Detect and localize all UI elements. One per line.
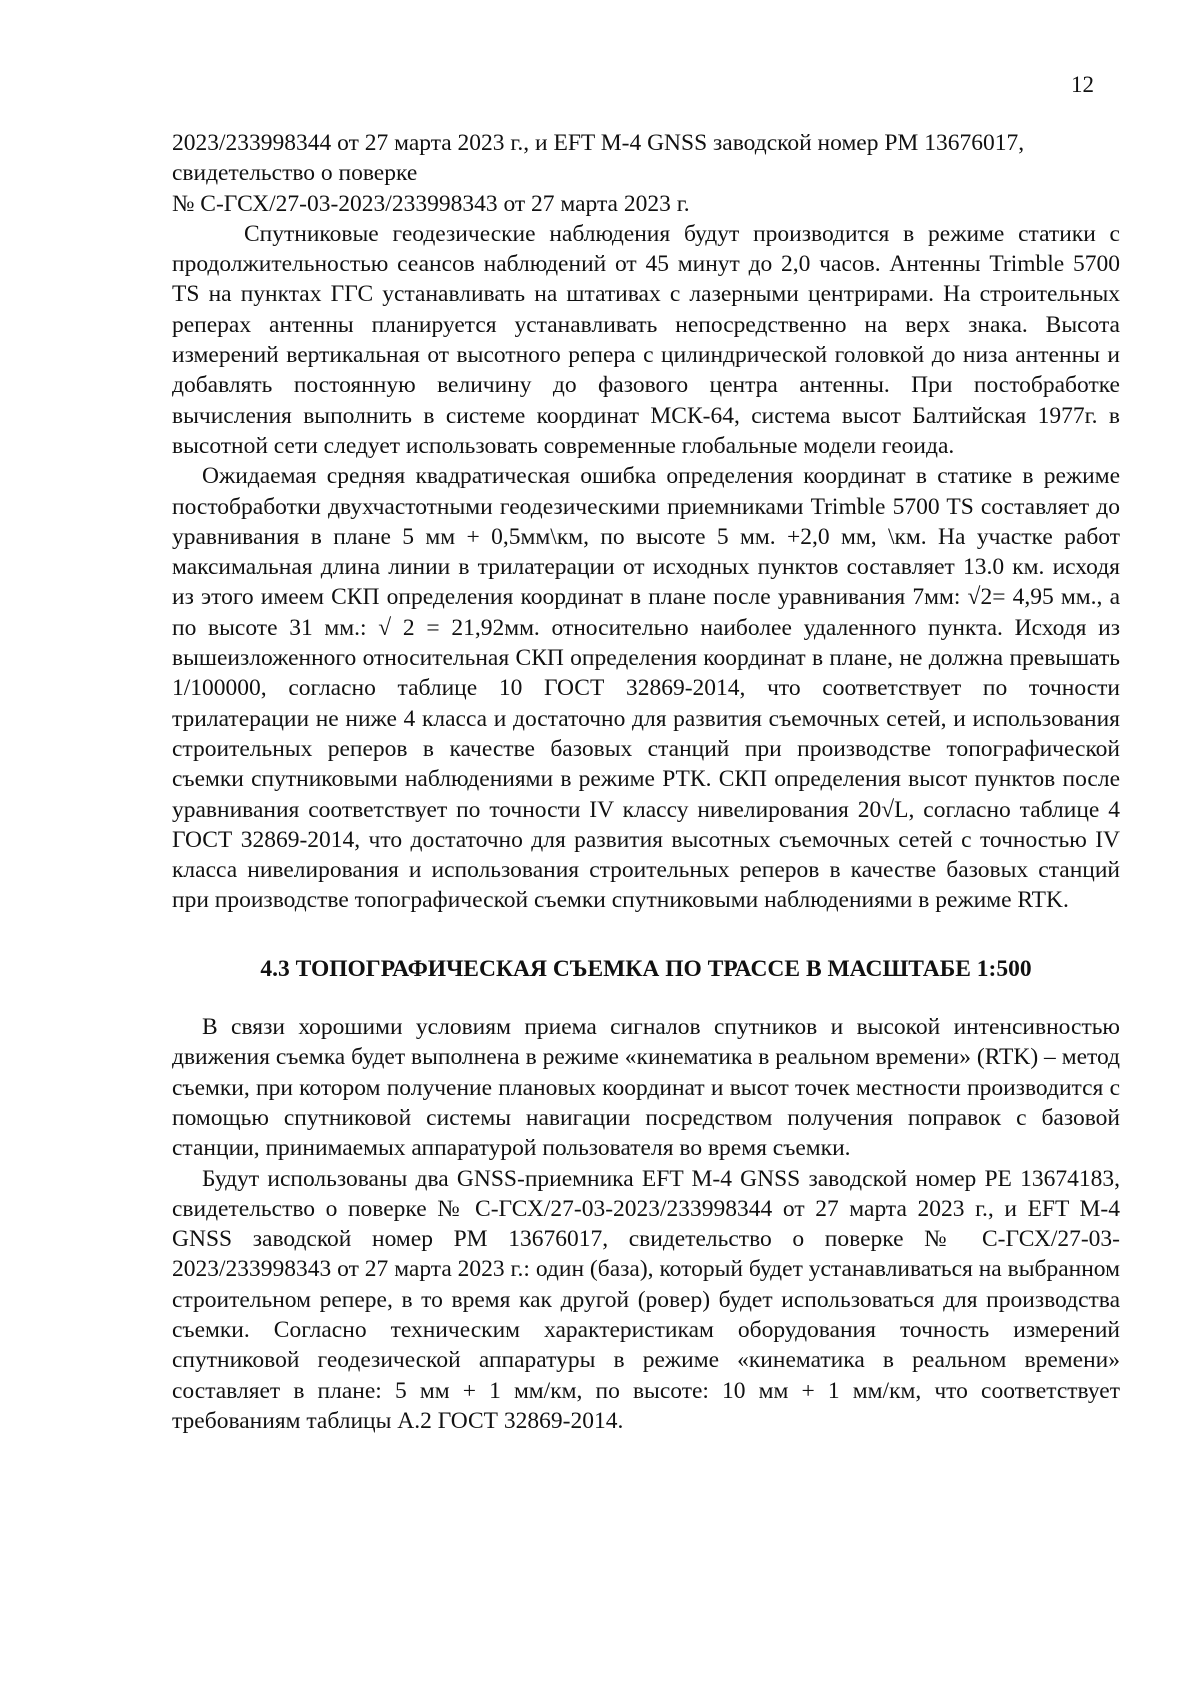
section-heading: 4.3 ТОПОГРАФИЧЕСКАЯ СЪЕМКА ПО ТРАССЕ В МАСШТАБЕ 1:500 [260,955,1032,982]
paragraph-expected-accuracy: Ожидаемая средняя квадратическая ошибка определения координат в статике в режиме постобработки двухчастотными геодезическими приемниками Trimble 5700 TS составляет до уравнивания в плане 5 мм + 0,5мм\км, по высоте 5 мм. +2,0 мм, \км. На участке работ максимальная длина линии в трилатерации от исходных пунктов составляет 13.0 км. исходя из этого имеем СКП определения координат в плане после уравнивания 7мм: √2= 4,95 мм., а по высоте 31 мм.: √ 2 = 21,92мм. относительно наиболее удаленного пункта. Исходя из вышеизложенного относительная СКП определения координат в плане, не должна превышать 1/100000, согласно таблице 10 ГОСТ 32869-2014, что соответствует по точности трилатерации не ниже 4 класса и достаточно для развития съемочных сетей, и использования строительных реперов в качестве базовых станций при производстве топографической съемки спутниковыми наблюдениями в режиме РТК. СКП определения высот пунктов после уравнивания соответствует по точности IV классу нивелирования 20√L, согласно таблице 4 ГОСТ 32869-2014, что достаточно для развития высотных съемочных сетей с точностью IV класса нивелирования и использования строительных реперов в качестве базовых станций при производстве топографической съемки спутниковыми наблюдениями в режиме RTK. [172,463,1120,914]
paragraph-gnss-receivers: Будут использованы два GNSS-приемника EFT M-4 GNSS заводской номер PE 13674183, свидетельство о поверке № С-ГСХ/27-03-2023/233998344 от 27 марта 2023 г., и EFT M-4 GNSS заводской номер PM 13676017, свидетельство о поверке № С-ГСХ/27-03-2023/233998343 от 27 марта 2023 г.: один (база), который будет устанавливаться на выбранном строительном репере, в то время как другой (ровер) будет использоваться для производства съемки. Согласно техническим характеристикам оборудования точность измерений спутниковой геодезической аппаратуры в режиме «кинематика в реальном времени» составляет в плане: 5 мм + 1 мм/км, по высоте: 10 мм + 1 мм/км, что соответствует требованиям таблицы А.2 ГОСТ 32869-2014. [172,1165,1120,1434]
page-number: 12 [1071,72,1094,97]
continuation-line: свидетельство о поверке [172,160,418,187]
continuation-line: № С-ГСХ/27-03-2023/233998343 от 27 марта 2023 г. [172,190,690,217]
document-body [172,128,1120,1436]
paragraph-rtk-method: В связи хорошими условиям приема сигналов спутников и высокой интенсивностью движения съемка будет выполнена в режиме «кинематика в реальном времени» (RTK) – метод съемки, при котором получение плановых координат и высот точек местности производится с помощью спутниковой системы навигации посредством получения поправок с базовой станции, принимаемых аппаратурой пользователя во время съемки. [172,1014,1120,1162]
paragraph-satellite-observations: Спутниковые геодезические наблюдения будут производится в режиме статики с продолжительностью сеансов наблюдений от 45 минут до 2,0 часов. Антенны Trimble 5700 TS на пунктах ГГС устанавливать на штативах с лазерными центрирами. На строительных реперах антенны планируется устанавливать непосредственно на верх знака. Высота измерений вертикальная от высотного репера с цилиндрической головкой до низа антенны и добавлять постоянную величину до фазового центра антенны. При постобработке вычисления выполнить в системе координат МСК-64, система высот Балтийская 1977г. в высотной сети следует использовать современные глобальные модели геоида. [172,220,1120,459]
continuation-line: 2023/233998344 от 27 марта 2023 г., и EFT M-4 GNSS заводской номер PM 13676017, [172,130,1025,156]
